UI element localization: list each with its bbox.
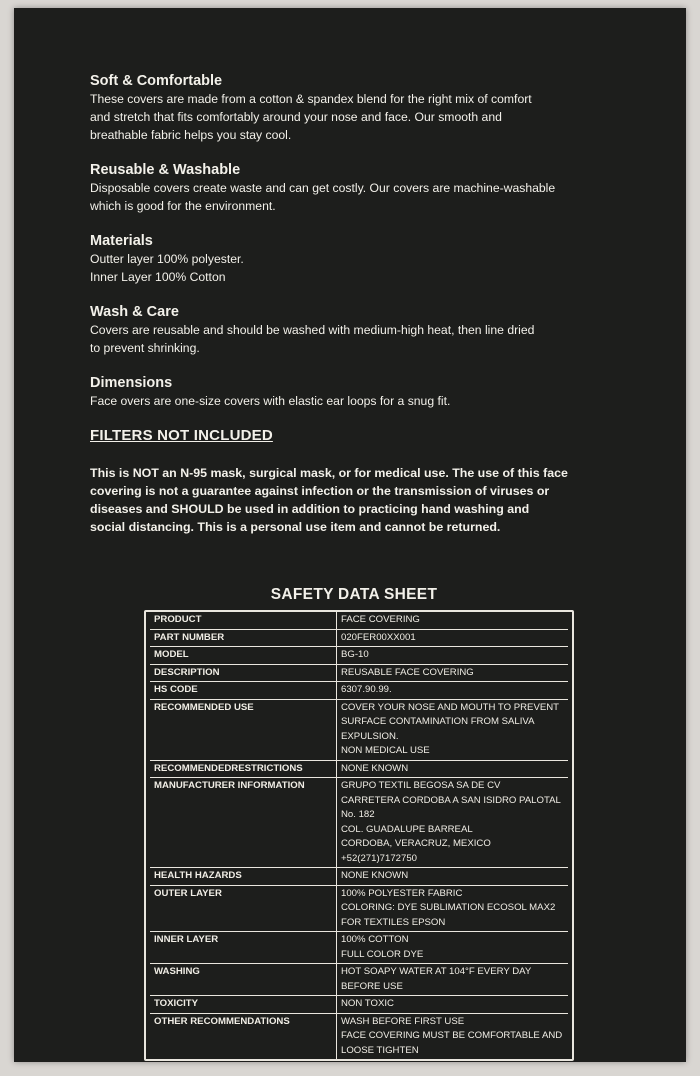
table-row bbox=[150, 868, 568, 886]
row-value-line: NON MEDICAL USE bbox=[341, 745, 430, 756]
row-label: DESCRIPTION bbox=[154, 666, 220, 678]
row-label: HEALTH HAZARDS bbox=[154, 870, 242, 881]
section-body bbox=[90, 250, 630, 286]
row-value bbox=[336, 886, 568, 932]
table-row bbox=[150, 700, 568, 761]
section-body bbox=[90, 90, 630, 144]
table-row bbox=[150, 996, 568, 1014]
row-value-line: GRUPO TEXTIL BEGOSA SA DE CV bbox=[341, 780, 501, 791]
section-heading: Materials bbox=[90, 233, 153, 249]
product-info bbox=[90, 72, 630, 536]
row-label: PART NUMBER bbox=[154, 631, 225, 643]
row-value-line: No. 182 bbox=[341, 809, 375, 820]
section-heading: Reusable & Washable bbox=[90, 162, 241, 178]
row-value-line: FULL COLOR DYE bbox=[341, 948, 424, 960]
row-label: OTHER RECOMMENDATIONS bbox=[154, 1015, 290, 1027]
row-value bbox=[336, 647, 568, 664]
section-body bbox=[90, 179, 630, 215]
row-value-line: FOR TEXTILES EPSON bbox=[341, 916, 446, 928]
table-row bbox=[150, 932, 568, 964]
section-heading: Soft & Comfortable bbox=[90, 73, 223, 89]
row-value-line: 100% POLYESTER FABRIC bbox=[341, 887, 463, 899]
row-label: OUTER LAYER bbox=[154, 887, 222, 899]
section-body-line: which is good for the environment. bbox=[90, 199, 276, 213]
row-label: RECOMMENDED USE bbox=[154, 701, 254, 713]
row-value bbox=[336, 665, 568, 682]
row-value-line: WASH BEFORE FIRST USE bbox=[341, 1015, 465, 1027]
row-label: PRODUCT bbox=[154, 614, 202, 625]
row-value-line: SURFACE CONTAMINATION FROM SALIVA bbox=[341, 716, 535, 727]
table-row bbox=[150, 665, 568, 683]
row-value bbox=[336, 964, 568, 995]
row-value-line: BG-10 bbox=[341, 649, 369, 660]
row-value bbox=[336, 932, 568, 963]
row-value-line: REUSABLE FACE COVERING bbox=[341, 666, 474, 678]
medical-use-warning bbox=[90, 464, 630, 536]
row-value-line: EXPULSION. bbox=[341, 730, 399, 742]
row-label: MODEL bbox=[154, 649, 189, 660]
section-body-line: These covers are made from a cotton & spandex blend for the right mix of comfort bbox=[90, 92, 532, 106]
info-section bbox=[90, 303, 630, 357]
filters-notice: FILTERS NOT INCLUDED bbox=[90, 427, 273, 444]
row-label: HS CODE bbox=[154, 684, 198, 695]
row-value bbox=[336, 682, 568, 699]
table-row bbox=[150, 1014, 568, 1060]
table-row bbox=[150, 682, 568, 700]
info-section bbox=[90, 161, 630, 215]
safety-data-sheet-table bbox=[144, 610, 574, 1061]
row-value-line: NONE KNOWN bbox=[341, 762, 409, 774]
row-value-line: BEFORE USE bbox=[341, 980, 403, 992]
row-value-line: FACE COVERING MUST BE COMFORTABLE AND bbox=[341, 1030, 563, 1041]
row-label: RECOMMENDEDRESTRICTIONS bbox=[154, 762, 303, 774]
sds-title: SAFETY DATA SHEET bbox=[270, 586, 438, 603]
row-value-line: NONE KNOWN bbox=[341, 870, 409, 881]
warning-line: covering is not a guarantee against infection or the transmission of viruses or bbox=[90, 484, 550, 498]
section-body-line: Covers are reusable and should be washed with medium-high heat, then line dried bbox=[90, 323, 535, 337]
table-row bbox=[150, 630, 568, 648]
row-value-line: COLORING: DYE SUBLIMATION ECOSOL MAX2 bbox=[341, 902, 556, 913]
table-row bbox=[150, 647, 568, 665]
row-value-line: NON TOXIC bbox=[341, 998, 394, 1009]
section-body-line: Inner Layer 100% Cotton bbox=[90, 270, 226, 284]
row-value-line: FACE COVERING bbox=[341, 614, 420, 625]
info-section bbox=[90, 232, 630, 286]
table-row bbox=[150, 612, 568, 630]
row-value bbox=[336, 1014, 568, 1060]
section-body-line: to prevent shrinking. bbox=[90, 341, 200, 355]
row-value bbox=[336, 996, 568, 1013]
row-value bbox=[336, 630, 568, 647]
section-body-line: Outter layer 100% polyester. bbox=[90, 252, 244, 266]
table-row bbox=[150, 964, 568, 996]
row-value bbox=[336, 612, 568, 629]
warning-line: social distancing. This is a personal use item and cannot be returned. bbox=[90, 520, 501, 534]
section-body-line: Face overs are one-size covers with elastic ear loops for a snug fit. bbox=[90, 394, 451, 408]
row-value bbox=[336, 778, 568, 867]
row-label: MANUFACTURER INFORMATION bbox=[154, 780, 305, 791]
section-body-line: Disposable covers create waste and can get costly. Our covers are machine-washable bbox=[90, 181, 556, 195]
row-value-line: CARRETERA CORDOBA A SAN ISIDRO PALOTAL bbox=[341, 794, 561, 806]
section-body-line: and stretch that fits comfortably around your nose and face. Our smooth and bbox=[90, 110, 502, 124]
product-card bbox=[14, 8, 686, 1062]
row-value bbox=[336, 761, 568, 778]
section-body-line: breathable fabric helps you stay cool. bbox=[90, 128, 292, 142]
row-value-line: CORDOBA, VERACRUZ, MEXICO bbox=[341, 838, 491, 849]
row-value-line: COVER YOUR NOSE AND MOUTH TO PREVENT bbox=[341, 701, 560, 713]
info-section bbox=[90, 374, 630, 410]
row-value-line: LOOSE TIGHTEN bbox=[341, 1044, 419, 1056]
warning-line: This is NOT an N-95 mask, surgical mask, or for medical use. The use of this face bbox=[90, 466, 568, 480]
section-heading: Wash & Care bbox=[90, 304, 179, 320]
table-row bbox=[150, 761, 568, 779]
section-heading: Dimensions bbox=[90, 375, 173, 391]
info-sections bbox=[90, 72, 630, 410]
row-label: WASHING bbox=[154, 966, 200, 977]
table-row bbox=[150, 886, 568, 933]
row-label: TOXICITY bbox=[154, 998, 199, 1009]
row-value bbox=[336, 868, 568, 885]
row-label: INNER LAYER bbox=[154, 934, 219, 945]
info-section bbox=[90, 72, 630, 144]
row-value-line: 6307.90.99. bbox=[341, 684, 392, 695]
table-row bbox=[150, 778, 568, 868]
row-value-line: +52(271)7172750 bbox=[341, 852, 418, 864]
row-value-line: 100% COTTON bbox=[341, 934, 409, 945]
section-body bbox=[90, 321, 630, 357]
row-value-line: COL. GUADALUPE BARREAL bbox=[341, 823, 473, 835]
section-body bbox=[90, 392, 630, 410]
row-value bbox=[336, 700, 568, 760]
row-value-line: 020FER00XX001 bbox=[341, 631, 416, 643]
warning-line: diseases and SHOULD be used in addition to practicing hand washing and bbox=[90, 502, 530, 516]
row-value-line: HOT SOAPY WATER AT 104°F EVERY DAY bbox=[341, 966, 532, 977]
